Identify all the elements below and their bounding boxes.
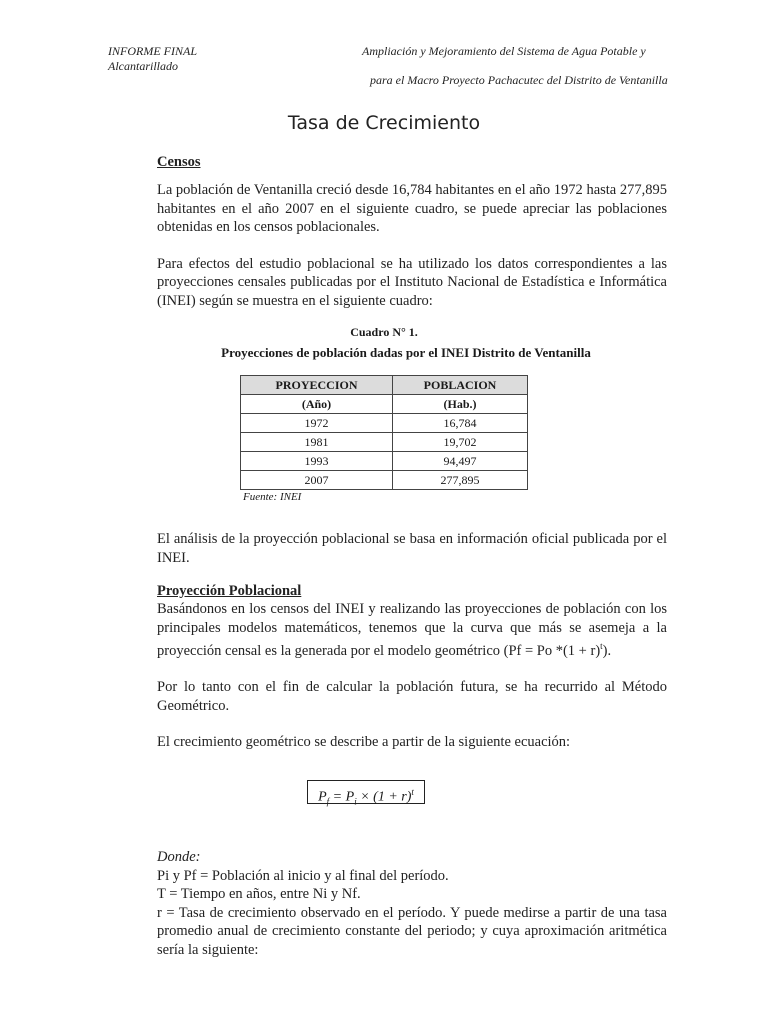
col-poblacion-header: POBLACION (393, 376, 528, 395)
table-caption-number: Cuadro N° 1. (350, 325, 418, 339)
table-cell-pop: 16,784 (393, 414, 528, 433)
formula-rest: × (1 + r) (356, 789, 412, 805)
population-table (240, 375, 528, 490)
table-cell-pop: 94,497 (393, 452, 528, 471)
donde-line-1: Pi y Pf = Población al inicio y al final del período. (157, 867, 449, 884)
table-caption-title: Proyecciones de población dadas por el INEI Distrito de Ventanilla (221, 345, 591, 360)
donde-line-3: r = Tasa de crecimiento observado en el período. Y puede medirse a partir de una tasa promedio anual de crecimiento constante del periodo; y cuya aproximación aritmética sería la siguiente: (157, 904, 667, 958)
censos-paragraph-2: Para efectos del estudio poblacional se ha utilizado los datos correspondientes a las proyecciones censales publicadas por el Instituto Nacional de Estadística e Informática (INEI) según se muestra en el siguiente cuadro: (157, 255, 667, 309)
formula-sub-f: f (326, 796, 330, 807)
table-cell-year: 1972 (241, 414, 393, 433)
formula-p: P (318, 789, 327, 805)
table-subheader-row (241, 395, 528, 414)
table-cell-pop: 277,895 (393, 471, 528, 490)
censos-paragraph-1: La población de Ventanilla creció desde 16,784 habitantes en el año 1972 hasta 277,895 habitantes en el año 2007 en el siguiente cuadro, se puede apreciar las poblaciones obtenidas en los censos poblacionales. (157, 182, 667, 235)
page-title: Tasa de Crecimiento (287, 112, 481, 134)
analysis-section (157, 530, 667, 567)
formula-equals: = (329, 789, 346, 805)
proyeccion-section (157, 583, 667, 752)
proyeccion-paragraph-3: El crecimiento geométrico se describe a partir de la siguiente ecuación: (157, 734, 571, 751)
proyeccion-p1-end: ). (602, 642, 612, 659)
header-left (108, 44, 197, 74)
censos-section (157, 154, 667, 310)
table-row (241, 433, 528, 452)
donde-label: Donde: (157, 849, 201, 865)
proyeccion-p1-text: Basándonos en los censos del INEI y realizando las proyecciones de población con los principales modelos matemáticos, tenemos que la curva que más se asemeja a la proyección censal es la generada por el modelo geométrico (Pf = Po *(1 + r) (157, 601, 667, 659)
header-alcantarillado: Alcantarillado (108, 59, 178, 73)
table-source: Fuente: INEI (243, 491, 302, 503)
col-pop-unit: (Hab.) (393, 395, 528, 414)
table-row (241, 471, 528, 490)
table-cell-pop: 19,702 (393, 433, 528, 452)
formula-exp-t: t (411, 787, 414, 797)
proyeccion-p1-exponent: t (600, 641, 603, 651)
table-row (241, 414, 528, 433)
donde-line-2: T = Tiempo en años, entre Ni y Nf. (157, 886, 361, 902)
analysis-paragraph: El análisis de la proyección poblacional se basa en información oficial publicada por el INEI. (157, 531, 667, 566)
proyeccion-paragraph-1 (157, 600, 667, 660)
table-cell-year: 2007 (241, 471, 393, 490)
table-header-row (241, 376, 528, 395)
header-project-line2: para el Macro Proyecto Pachacutec del Distrito de Ventanilla (370, 73, 668, 87)
proyeccion-heading: Proyección Poblacional (157, 583, 302, 599)
formula-p2: P (345, 789, 355, 805)
col-year-unit: (Año) (241, 395, 393, 414)
table-cell-year: 1993 (241, 452, 393, 471)
geometric-formula (307, 780, 425, 807)
col-proyeccion-header: PROYECCION (241, 376, 393, 395)
table-cell-year: 1981 (241, 433, 393, 452)
header-project-line1: Ampliación y Mejoramiento del Sistema de Agua Potable y (362, 44, 646, 58)
proyeccion-paragraph-2: Por lo tanto con el fin de calcular la población futura, se ha recurrido al Método Geométrico. (157, 679, 667, 714)
table-row (241, 452, 528, 471)
censos-heading: Censos (157, 154, 201, 170)
formula-sub-i: i (354, 796, 357, 807)
header-report-label: INFORME FINAL (108, 44, 197, 58)
donde-section (157, 848, 667, 959)
